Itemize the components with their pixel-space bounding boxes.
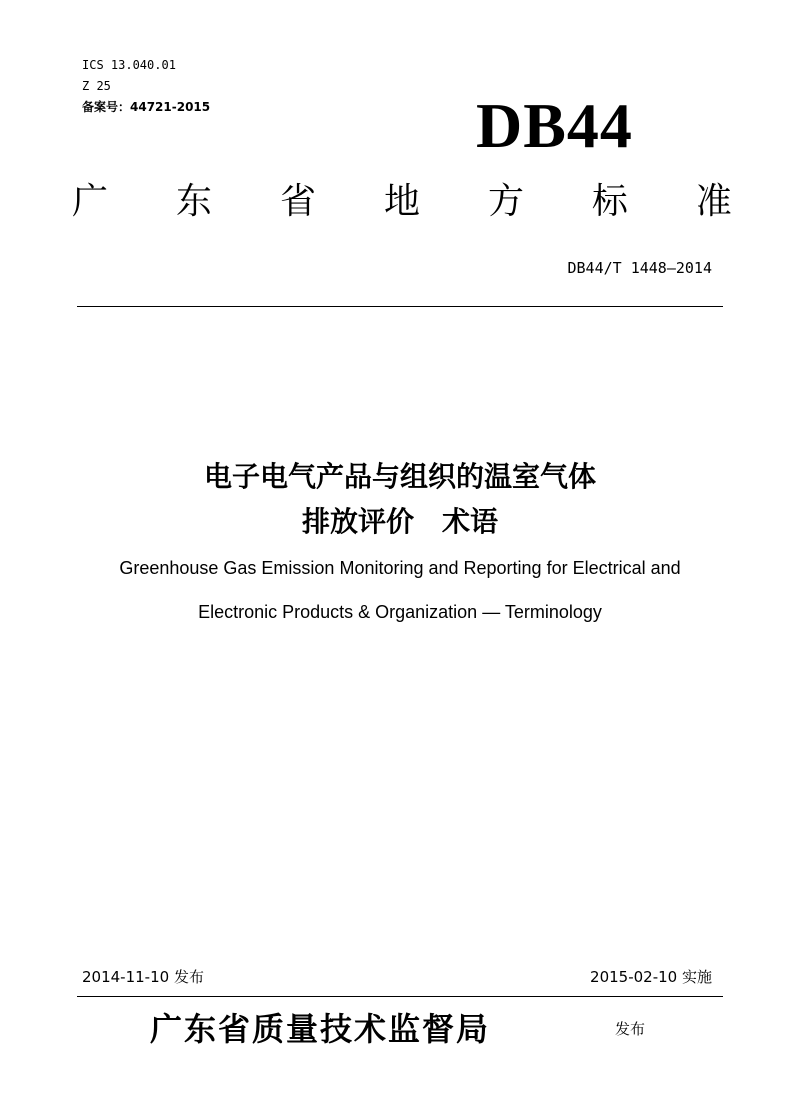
implementation-date: 2015-02-10 实施: [590, 968, 712, 986]
standard-type-char: 东: [175, 181, 212, 222]
en-title-line-1: Greenhouse Gas Emission Monitoring and Reporting for Electrical and: [119, 558, 681, 578]
ics-code: ICS 13.040.01: [82, 58, 176, 72]
issuer-name: 广东省质量技术监督局: [150, 1010, 491, 1048]
release-date: 2014-11-10 发布: [82, 968, 204, 986]
cn-title-line-2: 排放评价 术语: [301, 505, 498, 538]
standard-type-char: 标: [591, 181, 628, 222]
standard-type-title: [72, 180, 732, 224]
standard-type-char: 省: [279, 181, 316, 222]
classification-code: Z 25: [82, 79, 111, 93]
standard-number: DB44/T 1448—2014: [567, 259, 712, 277]
issuer-suffix: 发布: [615, 1020, 646, 1038]
record-number: 备案号：44721-2015: [82, 100, 211, 114]
standard-type-char: 地: [383, 181, 420, 222]
standard-type-char: 准: [695, 181, 732, 222]
standard-type-char: 广: [72, 181, 109, 222]
bottom-divider: [77, 996, 723, 997]
db44-code-mark: DB44: [476, 90, 633, 161]
en-title-line-2: Electronic Products & Organization — Terminology: [198, 602, 602, 622]
cn-title-line-1: 电子电气产品与组织的温室气体: [203, 460, 596, 493]
top-divider: [77, 306, 723, 307]
standard-type-char: 方: [487, 181, 524, 222]
